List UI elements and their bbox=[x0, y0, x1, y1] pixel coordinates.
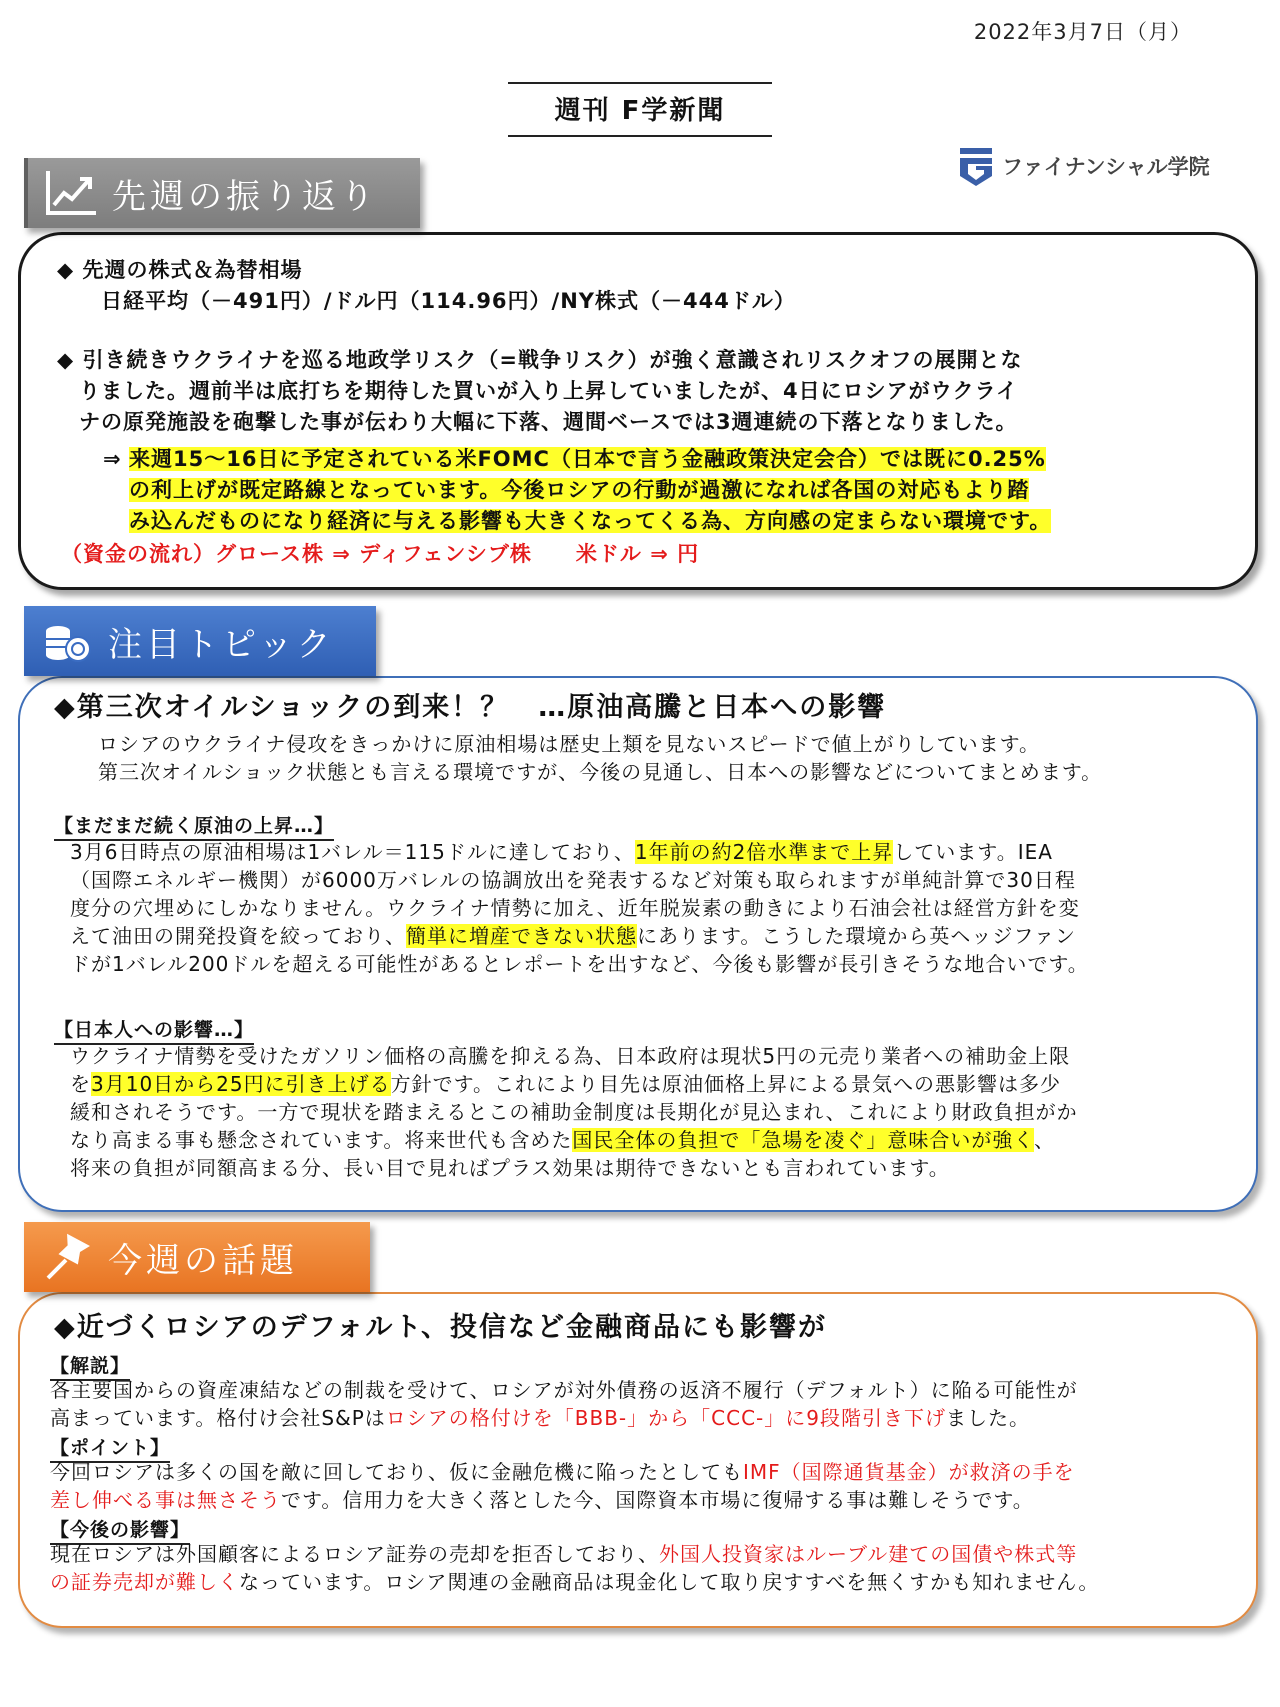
highlight-line-2: の利上げが既定路線となっています。今後ロシアの行動が過激になれば各国の対応もより踏 bbox=[129, 478, 1030, 502]
issue-date: 2022年3月7日（月） bbox=[973, 20, 1192, 44]
japan-line-4a: なり高まる事も懸念されています。将来世代も含めた bbox=[70, 1128, 573, 1152]
section-tab-topic bbox=[24, 606, 376, 676]
subheading-point: 【ポイント】 bbox=[50, 1435, 170, 1463]
topic-intro-2: 第三次オイルショック状態とも言える環境ですが、今後の見通し、日本への影響などについてまとめます。 bbox=[98, 760, 1103, 784]
oil-line-2: （国際エネルギー機関）が6000万バレルの協調放出を発表するなど対策も取られますが単純計算で30日程 bbox=[70, 868, 1076, 892]
oil-line-3: 度分の穴埋めにしかなりません。ウクライナ情勢に加え、近年脱炭素の動きにより石油会社は経営方針を変 bbox=[70, 896, 1080, 920]
highlight-line-1: 来週15～16日に予定されている米FOMC（日本で言う金融政策決定会合）では既に0.25% bbox=[129, 447, 1046, 471]
section-tab-this-week bbox=[24, 1222, 370, 1292]
explanation-line-2a: 高まっています。格付け会社S&Pは bbox=[50, 1406, 386, 1430]
point-red-1: IMF（国際通貨基金）が救済の手を bbox=[743, 1460, 1075, 1484]
explanation-red-1: ロシアの格付けを「BBB-」から「CCC-」に9段階引き下げ bbox=[385, 1406, 946, 1430]
impact-line-1a: 現在ロシアは外国顧客によるロシア証券の売却を拒否しており、 bbox=[50, 1542, 659, 1566]
point-line-2b: です。信用力を大きく落とした今、国際資本市場に復帰する事は難しそうです。 bbox=[281, 1488, 1034, 1512]
section-tab-last-week bbox=[24, 158, 420, 228]
subheading-japan: 【日本人への影響…】 bbox=[54, 1017, 254, 1045]
highlight-line-3: み込んだものになり経済に与える影響も大きくなってくる為、方向感の定まらない環境です。 bbox=[129, 509, 1052, 533]
japan-line-3: 緩和されそうです。一方で現状を踏まえるとこの補助金制度は長期化が見込まれ、これにより財政負担がか bbox=[70, 1100, 1078, 1124]
section-tab-label: 今週の話題 bbox=[108, 1240, 298, 1281]
impact-red-2: の証券売却が難しく bbox=[50, 1570, 239, 1594]
newsletter-title: 週刊 F学新聞 bbox=[508, 82, 772, 137]
point-line-1a: 今回ロシアは多くの国を敵に回しており、仮に金融危機に陥ったとしても bbox=[50, 1460, 743, 1484]
japan-highlight-1: 3月10日から25円に引き上げる bbox=[91, 1072, 391, 1096]
impact-line-2b: なっています。ロシア関連の金融商品は現金化して取り戻すすべを無くすかも知れません。 bbox=[239, 1570, 1100, 1594]
logo-icon bbox=[958, 146, 994, 186]
section-tab-label: 先週の振り返り bbox=[112, 176, 378, 217]
oil-line-1a: 3月6日時点の原油相場は1バレル＝115ドルに達しており、 bbox=[70, 840, 635, 864]
logo-text: ファイナンシャル学院 bbox=[1002, 155, 1210, 179]
market-heading: ◆ 先週の株式＆為替相場 bbox=[57, 258, 303, 282]
oil-line-5: ドが1バレル200ドルを超える可能性があるとレポートを出すなど、今後も影響が長引きそうな地合いです。 bbox=[70, 952, 1089, 976]
explanation-line-1: 各主要国からの資産凍結などの制裁を受けて、ロシアが対外債務の返済不履行（デフォルト）に陥る可能性が bbox=[50, 1378, 1078, 1402]
market-summary: 日経平均（－491円）/ドル円（114.96円）/NY株式（－444ドル） bbox=[101, 289, 796, 313]
this-week-title: ◆近づくロシアのデフォルト、投信など金融商品にも影響が bbox=[54, 1312, 827, 1343]
arrow-symbol: ⇒ bbox=[103, 447, 122, 471]
section-tab-label: 注目トピック bbox=[108, 624, 335, 665]
company-logo bbox=[958, 146, 1210, 186]
topic-title: ◆第三次オイルショックの到来！？ …原油高騰と日本への影響 bbox=[54, 692, 887, 723]
analysis-line-2: りました。週前半は底打ちを期待した買いが入り上昇していましたが、4日にロシアがウクライ bbox=[79, 379, 1018, 403]
subheading-explanation: 【解説】 bbox=[50, 1353, 130, 1381]
impact-red-1: 外国人投資家はルーブル建ての国債や株式等 bbox=[659, 1542, 1078, 1566]
japan-line-2b: 方針です。これにより目先は原油価格上昇による景気への悪影響は多少 bbox=[390, 1072, 1062, 1096]
point-red-2: 差し伸べる事は無さそう bbox=[50, 1488, 281, 1512]
subheading-oil: 【まだまだ続く原油の上昇…】 bbox=[54, 813, 334, 841]
japan-line-1: ウクライナ情勢を受けたガソリン価格の高騰を抑える為、日本政府は現状5円の元売り業者への補助金上限 bbox=[70, 1044, 1071, 1068]
analysis-line-3: ナの原発施設を砲撃した事が伝わり大幅に下落、週間ベースでは3週連続の下落となりました。 bbox=[79, 410, 1018, 434]
topic-intro-1: ロシアのウクライナ侵攻をきっかけに原油相場は歴史上類を見ないスピードで値上がりしています。 bbox=[98, 732, 1040, 756]
oil-highlight-2: 簡単に増産できない状態 bbox=[406, 924, 637, 948]
japan-highlight-2: 国民全体の負担で「急場を凌ぐ」意味合いが強く bbox=[572, 1128, 1035, 1152]
this-week-panel bbox=[18, 1292, 1258, 1628]
analysis-line-1: ◆ 引き続きウクライナを巡る地政学リスク（=戦争リスク）が強く意識されリスクオフの展開とな bbox=[57, 348, 1023, 372]
subheading-impact: 【今後の影響】 bbox=[50, 1517, 190, 1545]
explanation-line-2b: ました。 bbox=[945, 1406, 1030, 1430]
money-flow: （資金の流れ）グロース株 ⇒ ディフェンシブ株 米ドル ⇒ 円 bbox=[61, 542, 700, 566]
oil-line-1b: しています。IEA bbox=[893, 840, 1053, 864]
pushpin-icon bbox=[36, 1231, 98, 1283]
topic-panel bbox=[18, 676, 1258, 1212]
last-week-panel bbox=[18, 232, 1258, 590]
oil-line-4a: えて油田の開発投資を絞っており、 bbox=[70, 924, 406, 948]
chart-trend-icon bbox=[40, 167, 102, 219]
japan-line-5: 将来の負担が同額高まる分、長い目で見ればプラス効果は期待できないとも言われています。 bbox=[70, 1156, 950, 1180]
japan-line-4b: 、 bbox=[1034, 1128, 1056, 1152]
oil-line-4b: にあります。こうした環境から英ヘッジファン bbox=[637, 924, 1076, 948]
coins-icon bbox=[36, 615, 98, 667]
oil-highlight-1: 1年前の約2倍水準まで上昇 bbox=[634, 840, 894, 864]
japan-line-2a: を bbox=[70, 1072, 91, 1096]
